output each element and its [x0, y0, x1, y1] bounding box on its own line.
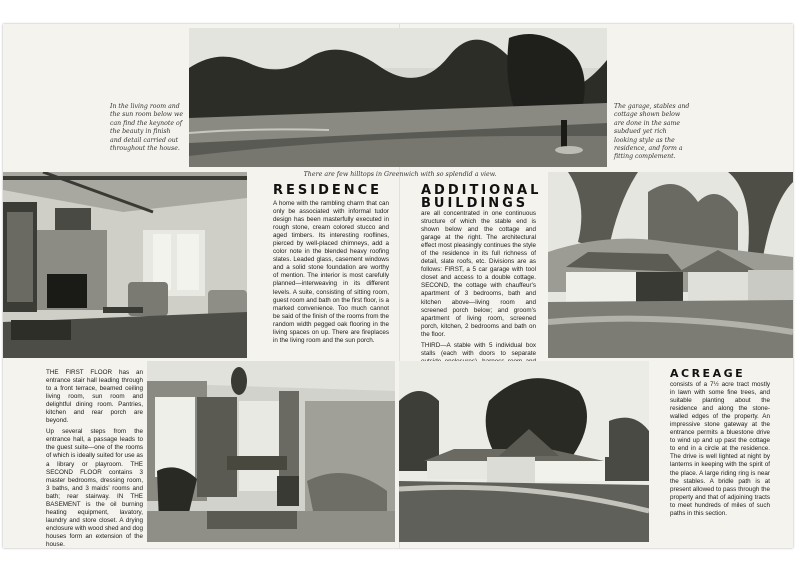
- landscape-photo: [189, 28, 607, 167]
- acreage-heading: ACREAGE: [670, 367, 746, 380]
- floors-paragraph-1: THE FIRST FLOOR has an entrance stair hall leading through to a front terrace, beamed ceiling living room, sun room and delightful dining room. Pantries, kitchen and rear porch are beyond.: [46, 369, 143, 425]
- additional-heading-line1: ADDITIONAL: [421, 183, 542, 198]
- residence-exterior-photo: [399, 361, 649, 542]
- additional-text: [421, 210, 536, 377]
- floors-paragraph-2: Up several steps from the entrance hall, a passage leads to the guest suite—one of the rooms of which is ideally suited for use as a library or playroom. THE SECOND FLOOR contains 3 master bedrooms, dressing room, 3 baths, and 3 maids' rooms and bath; rear stairway. IN THE BASEMENT is the oil burning heating equipment, lavatory, laundry and store closet. A drying enclosure with wood shed and dog houses form an extension of the house.: [46, 428, 143, 548]
- residence-text: A home with the rambling charm that can only be associated with informal tudor design has been masterfully executed in rough stone, cream colored stucco and aged timbers. Its interesting rooflines, pierced by well-placed chimneys, add a color note in the blended heavy roofing slates. Leaded glass, casement windows and a solid stone foundation are worthy of mention. The interior is most carefully planned—interweaving in its different levels. A suite, consisting of sitting room, guest room and bath on the first floor, is a marked convenience. Too much cannot be said of the finish of the rooms from the random width pegged oak flooring in the living spaces on up. There are fireplaces in the living room and the sun porch.: [273, 200, 389, 344]
- living-room-caption: In the living room and the sun room below we can find the keynote of the beauty in finish and detail carried out throughout the house.: [110, 103, 184, 153]
- additional-paragraph-1: are all concentrated in one continuous structure of which the stable end is shown below and the cottage and garage at the right. The architectural effect most pleasingly continues the style of the residence in its full richness of detail, slate roofs, etc. Divisions are as follows: FIRST, a 5 car garage with tool closet and access to a double cottage. SECOND, the cottage with chauffeur's apartment of 3 bedrooms, bath and kitchen above—living room and screened porch below; and groom's apartment of living room, screened porch, kitchen, 2 bedrooms and bath on the floor.: [421, 210, 536, 338]
- living-room-photo: [3, 172, 247, 358]
- hilltop-caption: There are few hilltops in Greenwich with so splendid a view.: [303, 171, 497, 178]
- additional-paragraph-2: THIRD—A stable with 5 individual box stalls (each with doors to separate: [421, 341, 536, 357]
- additional-heading-line2: BUILDINGS: [421, 196, 529, 211]
- sun-room-photo: [147, 361, 395, 542]
- outbuildings-caption: The garage, stables and cottage shown below are done in the same subdued yet rich looking style as the residence, and form a fitting complement.: [614, 103, 690, 161]
- residence-heading: RESIDENCE: [273, 183, 383, 198]
- floors-text: [46, 369, 143, 552]
- cottage-garage-photo: [548, 172, 793, 358]
- acreage-text: consists of a 7½ acre tract mostly in lawn with some fine trees, and suitable planting about the residence and along the stone-walled edges of the property. An impressive stone gateway at the entrance permits a bluestone drive to wind up and up past the cottage to end in a circle at the residence. The drive is well lighted at night by lanterns in keeping with the spirit of the place. A large riding ring is near the stables. A bridle path is at present allowed to pass through the property and that of adjoining tracts to meet hundreds of miles of such paths in this section.: [670, 381, 770, 517]
